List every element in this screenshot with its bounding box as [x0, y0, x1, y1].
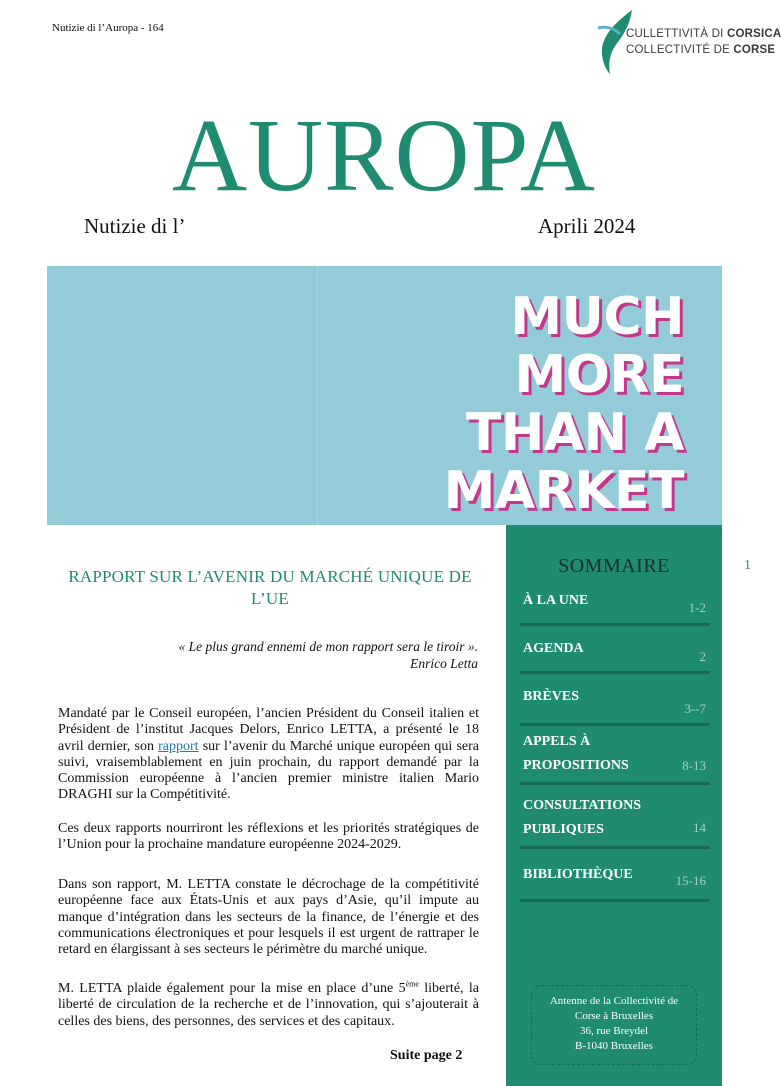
address-line: Corse à Bruxelles: [574, 1010, 654, 1022]
logo-line-french: COLLECTIVITÉ DE CORSE: [626, 44, 776, 56]
banner-line: MARKET: [443, 461, 684, 521]
toc-item-consultations[interactable]: [520, 794, 710, 849]
toc-page: 15-16: [675, 873, 706, 888]
article-title: RAPPORT SUR L’AVENIR DU MARCHÉ UNIQUE DE L’UE: [68, 567, 472, 608]
toc-item-bibliotheque[interactable]: [520, 863, 710, 902]
address-line: B-1040 Bruxelles: [575, 1040, 653, 1052]
toc-page: 8-13: [682, 758, 706, 773]
article-paragraph: Dans son rapport, M. LETTA constate le décrochage de la compétitivité européenne face aux États-Unis et aux pays d’Asie, qu’il impute au manque d’intégration dans les secteurs de la finance, de l’énergie et des communications électroniques et pour lesquels il est urgent de rattraper le retard en élargissant à ses secteurs le périmètre du marché unique.: [58, 877, 479, 958]
toc-item-appels[interactable]: [520, 730, 710, 785]
toc-page: 3--7: [684, 701, 706, 716]
masthead-title: AUROPA: [171, 98, 597, 213]
address-line: Antenne de la Collectivité de: [549, 995, 679, 1007]
toc-label: À LA UNE: [523, 593, 589, 608]
rapport-link[interactable]: rapport: [158, 738, 199, 754]
quote-author: Enrico Letta: [410, 656, 478, 671]
toc-item-a-la-une[interactable]: [520, 585, 710, 626]
article-quote: [60, 638, 478, 672]
toc-label: BRÈVES: [523, 689, 580, 704]
toc-item-agenda[interactable]: [520, 637, 710, 674]
cover-banner: [47, 266, 722, 525]
continued-note: Suite page 2: [390, 1048, 463, 1063]
masthead-subtitle: Nutizie di l’: [84, 214, 186, 238]
toc-item-breves[interactable]: [520, 685, 710, 726]
article-paragraph: Ces deux rapports nourriront les réflexions et les priorités stratégiques de l’Union pour la prochaine mandature européenne 2024-2029.: [58, 821, 479, 853]
article-paragraph: M. LETTA plaide également pour la mise en place d’une 5ème liberté, la liberté de circulation de la recherche et de l’innovation, qui s’ajouterait à celles des biens, des personnes, des services et des capitaux.: [58, 979, 479, 1029]
address-line: 36, rue Breydel: [579, 1025, 649, 1037]
toc-page: 2: [699, 649, 706, 664]
banner-line: THAN A: [465, 403, 684, 463]
logo-swoosh-icon: [596, 8, 636, 76]
toc-label: BIBLIOTHÈQUE: [523, 867, 633, 882]
banner-headline: [444, 288, 684, 520]
page-number: 1: [744, 558, 751, 573]
banner-line: MORE: [514, 345, 684, 405]
toc-page: 1-2: [688, 600, 706, 615]
address-box: [531, 985, 697, 1065]
banner-divider: [317, 266, 318, 525]
issue-date: Aprili 2024: [538, 214, 636, 238]
toc-label: APPELS À PROPOSITIONS: [523, 734, 629, 773]
sommaire-sidebar: [506, 525, 722, 1086]
toc-label: AGENDA: [523, 641, 584, 656]
logo-line-corsican: CULLETTIVITÀ DI CORSICA: [626, 28, 781, 40]
banner-line: MUCH: [510, 287, 684, 347]
sommaire-title: SOMMAIRE: [558, 555, 670, 577]
collectivite-de-corse-logo: [596, 8, 781, 76]
toc-label: CONSULTATIONS PUBLIQUES: [523, 798, 642, 837]
article-paragraph: Mandaté par le Conseil européen, l’ancien Président du Conseil italien et Président de l’institut Jacques Delors, Enrico LETTA, a présenté le 18 avril dernier, son rapport sur l’avenir du Marché unique européen qui sera suivi, vraisemblablement en juin prochain, du rapport demandé par la Commission européenne à l’ancien premier ministre italien Mario DRAGHI sur la Compétitivité.: [58, 706, 479, 803]
quote-text: « Le plus grand ennemi de mon rapport sera le tiroir ».: [178, 639, 478, 654]
toc-page: 14: [693, 820, 706, 835]
issue-label: Nutizie di l’Auropa - 164: [52, 22, 164, 34]
